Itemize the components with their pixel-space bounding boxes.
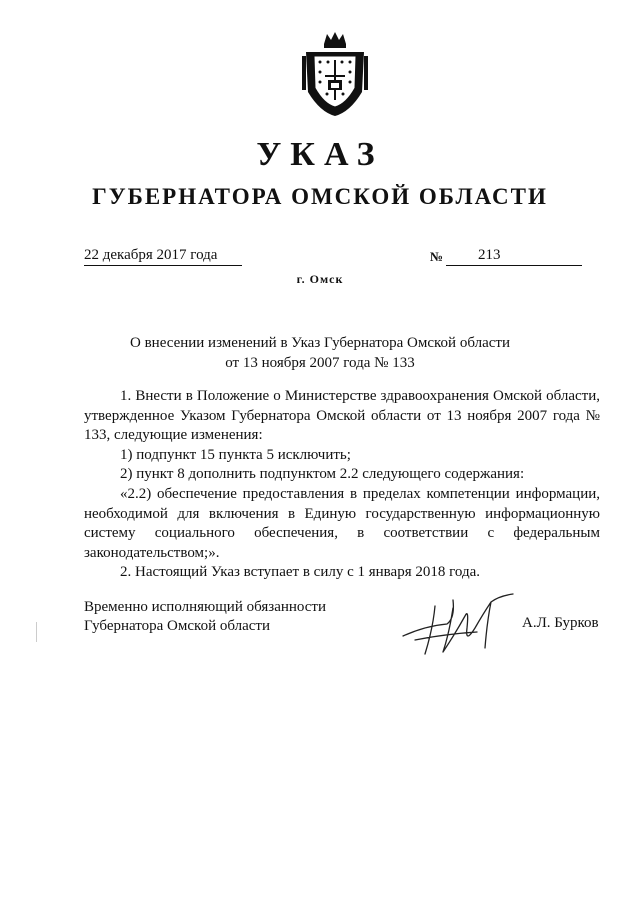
document-city: г. Омск xyxy=(296,272,344,286)
date-underline xyxy=(84,265,242,266)
paragraph-2: 1) подпункт 15 пункта 5 исключить; xyxy=(120,446,351,463)
signer-title-line-2: Губернатора Омской области xyxy=(84,618,270,634)
paragraph-5: 2. Настоящий Указ вступает в силу с 1 января 2018 года. xyxy=(120,564,480,581)
number-underline xyxy=(446,265,582,266)
heading-line-2: от 13 ноября 2007 года № 133 xyxy=(225,355,415,371)
paragraph-3: 2) пункт 8 дополнить подпунктом 2.2 следующего содержания: xyxy=(120,466,525,483)
paragraph-1: 1. Внести в Положение о Министерстве здравоохранения Омской области, утвержденное Указом Губернатора Омской области от 13 ноября 2007 года № 133, следующие изменения: xyxy=(84,388,600,444)
document-date: 22 декабря 2017 года xyxy=(84,247,218,263)
document-heading xyxy=(0,333,640,373)
document-title: УКАЗ xyxy=(256,136,384,173)
coat-of-arms-emblem xyxy=(300,30,370,118)
paragraph-4: «2.2) обеспечение предоставления в пределах компетенции информации, необходимой для включения в Единую государственную информационную систему социального обеспечения, в соответствии с федеральным законодательством;». xyxy=(84,485,600,561)
handwritten-signature xyxy=(395,588,520,668)
document-subtitle: ГУБЕРНАТОРА ОМСКОЙ ОБЛАСТИ xyxy=(92,184,548,209)
heading-line-1: О внесении изменений в Указ Губернатора Омской области xyxy=(130,335,510,351)
signer-title-line-1: Временно исполняющий обязанности xyxy=(84,599,327,615)
signer-name: А.Л. Бурков xyxy=(522,615,599,631)
number-label: № xyxy=(430,249,444,264)
document-body xyxy=(84,387,600,583)
margin-mark xyxy=(36,622,37,642)
signer-title xyxy=(84,598,326,636)
document-number: 213 xyxy=(478,247,501,263)
